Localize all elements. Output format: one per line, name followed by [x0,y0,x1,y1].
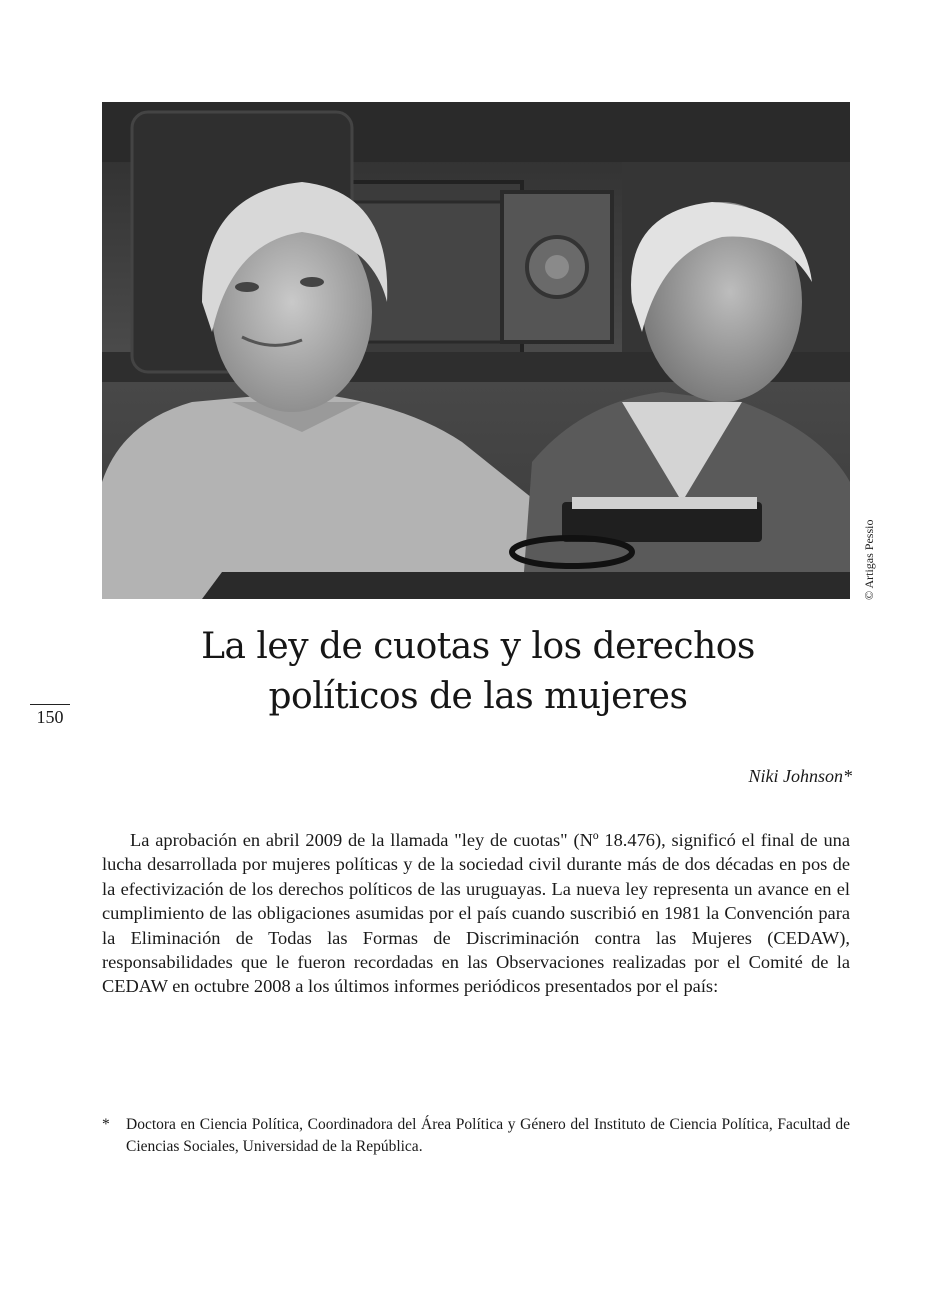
footnote-text: Doctora en Ciencia Política, Coordinadora del Área Política y Género del Instituto de Ciencia Política, Facultad de Ciencias Sociales, Universidad de la República. [126,1116,850,1155]
body-paragraph: La aprobación en abril 2009 de la llamada "ley de cuotas" (Nº 18.476), significó el final de una lucha desarrollada por mujeres políticas y de la sociedad civil durante más de dos décadas en pos de la efectivización de los derechos políticos de las uruguayas. La nueva ley representa un avance en el cumplimiento de las obligaciones asumidas por el país cuando suscribió en 1981 la Convención para la Eliminación de Todas las Formas de Discriminación contra las Mujeres (CEDAW), responsabilidades que le fueron recordadas en las Observaciones realizadas por el Comité de la CEDAW en octubre 2008 a los últimos informes periódicos presentados por el país: [102,830,850,997]
article-photo [102,102,850,599]
article-title [120,622,836,722]
parliament-photo-illustration [102,102,850,599]
page-number: 150 [30,704,70,728]
footnote [102,1114,850,1158]
author-name: Niki Johnson* [748,766,852,786]
footnote-marker: * [102,1116,110,1133]
photo-credit: © Artigas Pessio [862,519,876,600]
title-line-1: La ley de cuotas y los derechos [201,626,755,667]
title-line-2: políticos de las mujeres [268,676,688,717]
